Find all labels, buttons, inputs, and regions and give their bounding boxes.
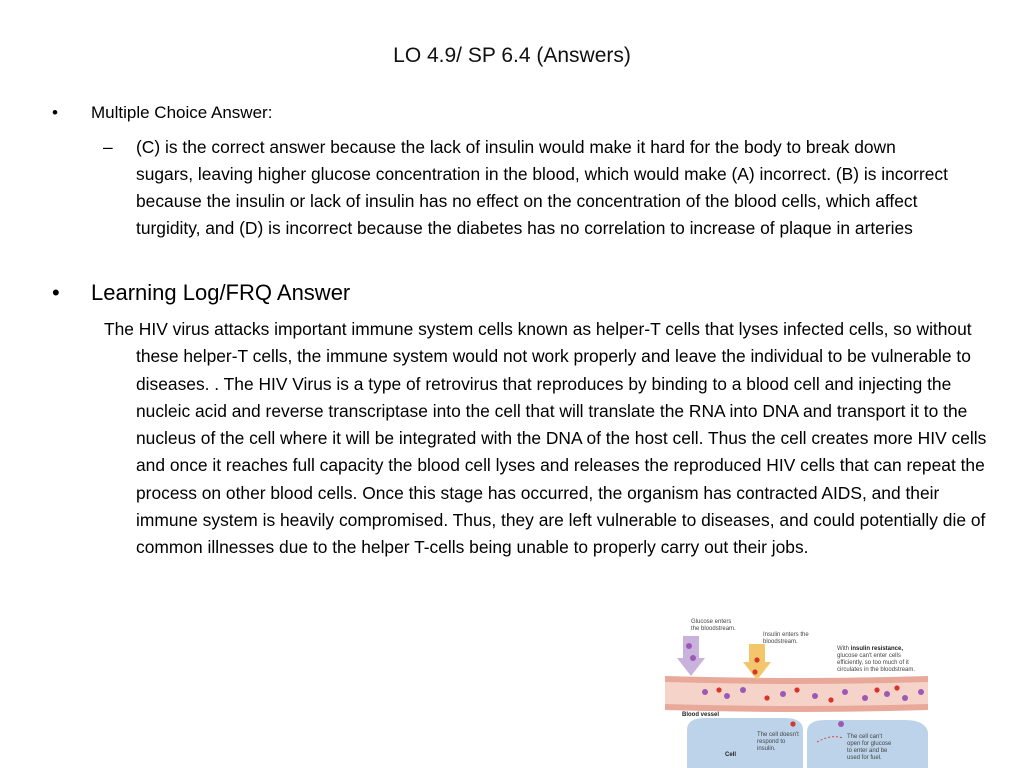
cell-cant-label-2: open for glucose — [847, 741, 892, 747]
insulin-resistance-diagram — [665, 614, 928, 768]
mc-answer-item — [103, 134, 953, 242]
mc-answer-text: (C) is the correct answer because the lack of insulin would make it hard for the body to break down sugars, leaving higher glucose concentration in the blood, which would make (A) incorrect. (B) is incorrect because the insulin or lack of insulin has no effect on the concentration of the blood cells, which affect turgidity, and (D) is incorrect because the diabetes has no correlation to increase of plaque in arteries — [136, 137, 948, 238]
resistance-bold: insulin resistance, — [850, 646, 904, 652]
resistance-label-1 — [837, 646, 903, 652]
bullet-marker: • — [52, 103, 58, 122]
resistance-label-2: glucose can't enter cells — [837, 653, 901, 659]
mc-label: Multiple Choice Answer: — [91, 103, 273, 122]
resistance-pre: With — [837, 646, 851, 652]
cell-cant-label-3: to enter and be — [847, 748, 888, 754]
cell-doesnt-label-3: insulin. — [757, 746, 776, 752]
cell-label: Cell — [725, 752, 737, 758]
insulin-enters-label: Insulin enters the — [763, 632, 809, 638]
resistance-label-4: circulates in the bloodstream. — [837, 667, 916, 673]
glucose-enters-label-2: the bloodstream. — [691, 626, 736, 632]
blood-vessel-label: Blood vessel — [682, 712, 720, 718]
cell-doesnt-label-1: The cell doesn't — [757, 732, 799, 738]
cell-cant-label-4: used for fuel. — [847, 755, 882, 761]
cell-cant-label-1: The cell can't — [847, 734, 883, 740]
frq-answer-text: The HIV virus attacks important immune system cells known as helper-T cells that lyses infected cells, so without these helper-T cells, the immune system would not work properly and leave the individual to be vulnerable to diseases. . The HIV Virus is a type of retrovirus that reproduces by binding to a blood cell and injecting the nucleic acid and reverse transcriptase into the cell that will translate the RNA into DNA and transport it to the nucleus of the cell where it will be integrated with the DNA of the host cell. Thus the cell creates more HIV cells and once it reaches full capacity the blood cell lyses and releases the reproduced HIV cells that can repeat the process on other blood cells. Once this stage has occurred, the organism has contracted AIDS, and their immune system is heavily compromised. Thus, they are left vulnerable to diseases, and could potentially die of common illnesses due to the helper T-cells being unable to properly carry out their jobs. — [104, 319, 987, 558]
cell-doesnt-label-2: respond to — [757, 739, 786, 745]
frq-label: Learning Log/FRQ Answer — [91, 280, 351, 305]
insulin-enters-label-2: bloodstream. — [763, 639, 798, 645]
dash-marker: – — [103, 137, 113, 157]
bullet-marker: • — [52, 280, 60, 305]
cell-body-left — [687, 718, 803, 768]
resistance-label-3: efficiently, so too much of it — [837, 660, 909, 666]
glucose-enters-label: Glucose enters — [691, 619, 732, 625]
slide-title: LO 4.9/ SP 6.4 (Answers) — [393, 44, 631, 67]
insulin-resistance-illustration — [665, 614, 928, 768]
